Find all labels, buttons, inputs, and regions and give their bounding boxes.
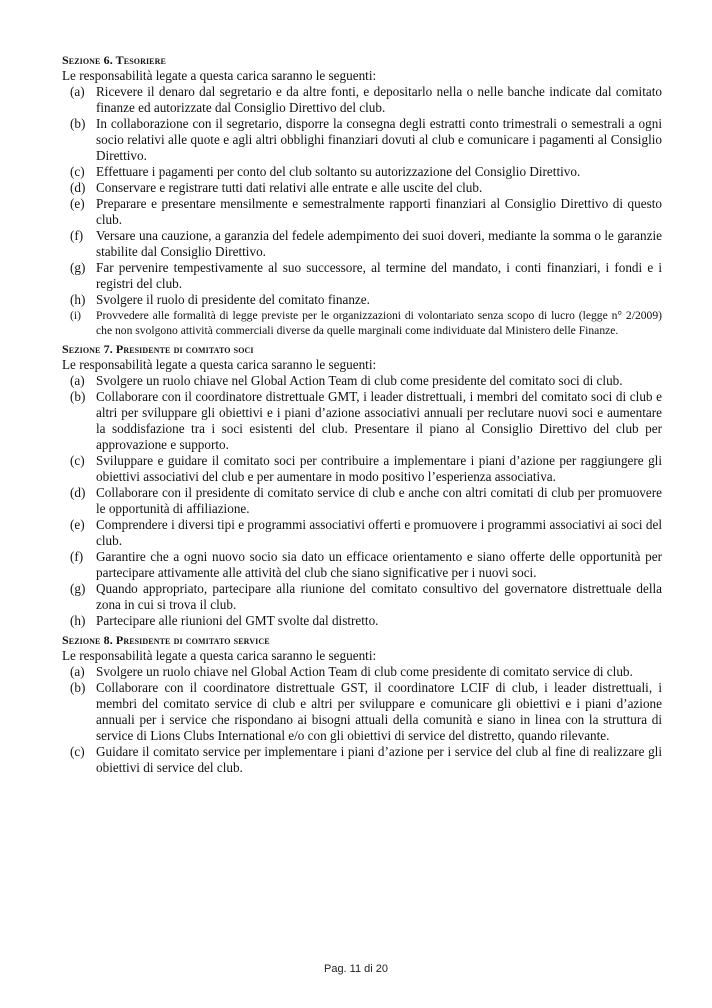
item-text: Effettuare i pagamenti per conto del club soltanto su autorizzazione del Consiglio Direttivo. <box>96 164 581 179</box>
list-item <box>62 84 662 116</box>
item-text: Collaborare con il presidente di comitato service di club e anche con altri comitati di club per promuovere le opportunità di affiliazione. <box>96 485 662 516</box>
item-text: Svolgere un ruolo chiave nel Global Action Team di club come presidente di comitato service di club. <box>96 664 633 679</box>
section-7 <box>62 341 662 629</box>
item-label: (d) <box>70 180 86 195</box>
item-text: Collaborare con il coordinatore distrettuale GMT, i leader distrettuali, i membri del comitato soci di club e altri per sviluppare gli obiettivi e i piani d’azione associativi annuali per reclutare nuovi soci e aumentare la soddisfazione tra i soci esistenti del club. Presentare il piano al Consiglio Direttivo del club per approvazione e supporto. <box>96 389 662 452</box>
section-8 <box>62 632 662 776</box>
item-text: Comprendere i diversi tipi e programmi associativi offerti e promuovere i programmi associativi ai soci del club. <box>96 517 662 548</box>
list-item <box>62 581 662 613</box>
list-item <box>62 292 662 308</box>
item-text: Svolgere un ruolo chiave nel Global Action Team di club come presidente del comitato soci di club. <box>96 373 623 388</box>
item-label: (a) <box>70 84 85 99</box>
item-text: Provvedere alle formalità di legge previste per le organizzazioni di volontariato senza scopo di lucro (legge n° 2/2009) che non svolgono attività commerciali diverse da quelle marginali come individuate dal Ministero delle Finanze. <box>96 309 662 337</box>
section-intro: Le responsabilità legate a questa carica saranno le seguenti: <box>62 357 377 372</box>
item-label: (a) <box>70 664 85 679</box>
responsibility-list <box>62 84 662 338</box>
section-heading: Sezione 7. Presidente di comitato soci <box>62 342 254 356</box>
item-label: (c) <box>70 744 85 759</box>
item-label: (b) <box>70 116 86 131</box>
section-intro: Le responsabilità legate a questa carica saranno le seguenti: <box>62 648 377 663</box>
item-label: (c) <box>70 164 85 179</box>
item-text: Far pervenire tempestivamente al suo successore, al termine del mandato, i conti finanziari, i fondi e i registri del club. <box>96 260 662 291</box>
item-label: (g) <box>70 581 86 596</box>
list-item <box>62 228 662 260</box>
item-text: Versare una cauzione, a garanzia del fedele adempimento dei suoi doveri, mediante la somma o le garanzie stabilite dal Consiglio Direttivo. <box>96 228 662 259</box>
list-item <box>62 196 662 228</box>
item-text: Partecipare alle riunioni del GMT svolte dal distretto. <box>96 613 379 628</box>
list-item <box>62 744 662 776</box>
item-text: Sviluppare e guidare il comitato soci per contribuire a implementare i piani d’azione per raggiungere gli obiettivi associativi del club e per aumentare in modo positivo l’esperienza associativa. <box>96 453 662 484</box>
responsibility-list <box>62 664 662 776</box>
list-item <box>62 517 662 549</box>
item-label: (e) <box>70 517 85 532</box>
list-item <box>62 680 662 744</box>
list-item <box>62 549 662 581</box>
item-text: In collaborazione con il segretario, disporre la consegna degli estratti conto trimestrali o semestrali a ogni socio relativi alle quote e agli altri obblighi finanziari dovuti al club e comunicare i pagamenti al Consiglio Direttivo. <box>96 116 662 163</box>
list-item <box>62 485 662 517</box>
item-label: (h) <box>70 613 86 628</box>
list-item <box>62 453 662 485</box>
item-label: (e) <box>70 196 85 211</box>
item-label: (b) <box>70 389 86 404</box>
item-text: Ricevere il denaro dal segretario e da altre fonti, e depositarlo nella o nelle banche indicate dal comitato finanze ed autorizzate dal Consiglio Direttivo del club. <box>96 84 662 115</box>
item-text: Garantire che a ogni nuovo socio sia dato un efficace orientamento e siano offerte delle opportunità per partecipare attivamente alle attività del club che siano significative per i nuovi soci. <box>96 549 662 580</box>
item-label: (c) <box>70 453 85 468</box>
list-item <box>62 180 662 196</box>
item-label: (a) <box>70 373 85 388</box>
item-label: (g) <box>70 260 86 275</box>
page-number: Pag. 11 di 20 <box>323 963 388 975</box>
item-label: (f) <box>70 549 84 564</box>
item-label: (i) <box>70 309 81 322</box>
list-item <box>62 613 662 629</box>
item-text: Guidare il comitato service per implementare i piani d’azione per i service del club al fine di realizzare gli obiettivi di service del club. <box>96 744 662 775</box>
list-item <box>62 373 662 389</box>
page-content <box>62 52 662 779</box>
item-text: Conservare e registrare tutti dati relativi alle entrate e alle uscite del club. <box>96 180 483 195</box>
item-label: (b) <box>70 680 86 695</box>
item-text: Svolgere il ruolo di presidente del comitato finanze. <box>96 292 370 307</box>
section-heading: Sezione 6. Tesoriere <box>62 53 166 67</box>
list-item <box>62 308 662 338</box>
item-label: (h) <box>70 292 86 307</box>
item-text: Preparare e presentare mensilmente e semestralmente rapporti finanziari al Consiglio Direttivo di questo club. <box>96 196 662 227</box>
section-6 <box>62 52 662 338</box>
item-text: Collaborare con il coordinatore distrettuale GST, il coordinatore LCIF di club, i leader distrettuali, i membri del comitato service di club e altri per sviluppare e comunicare gli obiettivi e i piani d’azione annuali per i service che rispondano ai bisogni attuali della comunità e siano in linea con la struttura di service di Lions Clubs International e/o con gli obiettivi di service del distretto, quando rilevante. <box>96 680 662 743</box>
list-item <box>62 164 662 180</box>
item-label: (f) <box>70 228 84 243</box>
list-item <box>62 389 662 453</box>
list-item <box>62 664 662 680</box>
responsibility-list <box>62 373 662 629</box>
list-item <box>62 116 662 164</box>
list-item <box>62 260 662 292</box>
item-text: Quando appropriato, partecipare alla riunione del comitato consultivo del governatore distrettuale della zona in cui si trova il club. <box>96 581 662 612</box>
item-label: (d) <box>70 485 86 500</box>
section-heading: Sezione 8. Presidente di comitato service <box>62 633 270 647</box>
section-intro: Le responsabilità legate a questa carica saranno le seguenti: <box>62 68 377 83</box>
